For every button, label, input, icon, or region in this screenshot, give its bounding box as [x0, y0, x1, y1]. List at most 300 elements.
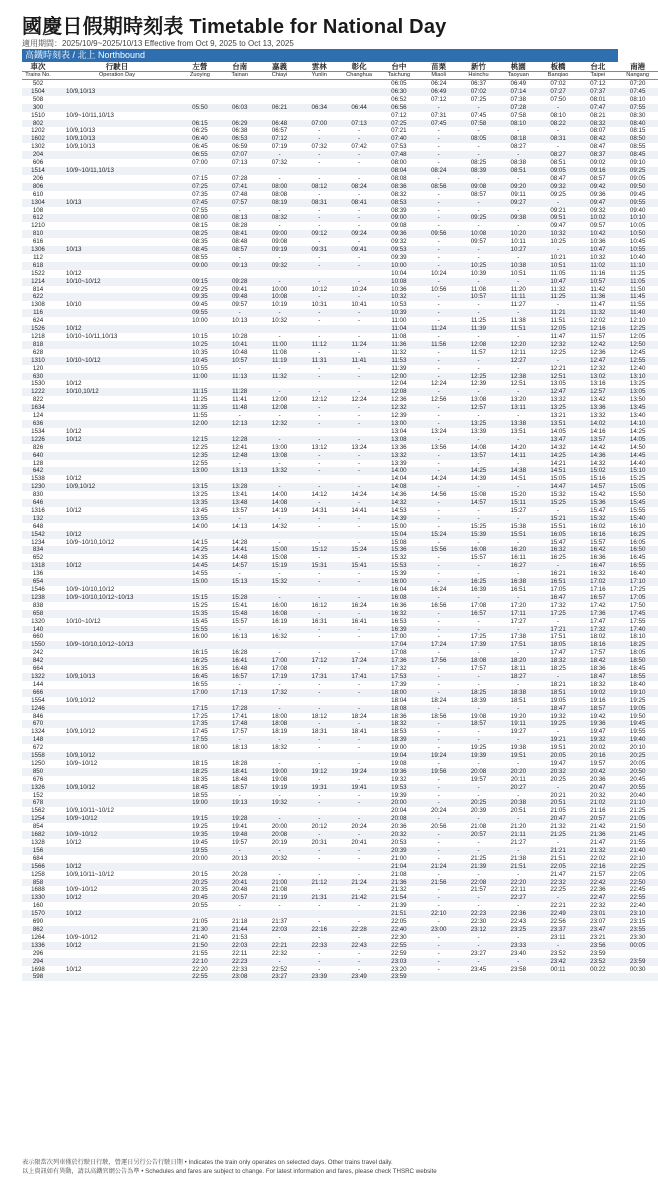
- time-cell: -: [358, 333, 361, 340]
- time-cell: -: [318, 649, 321, 657]
- time-cell: 07:53: [391, 143, 407, 151]
- time-cell: 23:52: [550, 949, 566, 957]
- train-number-cell: 670: [22, 720, 54, 728]
- train-number-cell: 1320: [31, 617, 45, 625]
- time-cell: 12:56: [430, 396, 447, 404]
- operation-day-cell: [54, 151, 180, 159]
- table-row: [22, 784, 658, 792]
- time-cell: 09:21: [550, 206, 566, 214]
- time-cell: -: [538, 104, 578, 112]
- operation-day-cell: [54, 720, 180, 728]
- column-header-zh: 車次: [22, 63, 54, 72]
- operation-day-cell: 10/13: [54, 246, 180, 254]
- time-cell: 21:57: [590, 870, 606, 878]
- table-row: [22, 214, 658, 222]
- time-cell: 15:41: [339, 562, 379, 570]
- train-number-cell: 296: [32, 949, 44, 957]
- time-cell: 12:08: [260, 404, 300, 412]
- time-cell: 08:55: [192, 253, 208, 261]
- operation-day-cell: [54, 254, 180, 262]
- time-cell: -: [419, 626, 459, 634]
- time-cell: 14:36: [391, 491, 407, 499]
- time-cell: -: [220, 515, 260, 523]
- time-cell: -: [477, 127, 480, 135]
- time-cell: -: [339, 135, 379, 143]
- time-cell: 11:24: [339, 341, 379, 349]
- time-cell: 14:55: [192, 570, 208, 578]
- time-cell: -: [517, 933, 520, 941]
- column-header-en: Changhua: [339, 72, 379, 80]
- time-cell: 19:02: [578, 689, 618, 697]
- train-number-cell: 676: [32, 775, 44, 783]
- time-cell: [220, 475, 260, 483]
- time-cell: 15:02: [578, 467, 618, 475]
- time-cell: 11:39: [391, 364, 407, 372]
- time-cell: 07:32: [311, 143, 328, 151]
- time-cell: 18:00: [271, 712, 288, 720]
- time-cell: 08:01: [590, 95, 606, 103]
- time-cell: [538, 973, 578, 981]
- table-row: [22, 863, 658, 871]
- time-cell: -: [437, 744, 440, 752]
- time-cell: -: [477, 933, 480, 941]
- table-row: [22, 238, 658, 246]
- time-cell: [260, 863, 300, 871]
- table-row: [22, 357, 658, 365]
- time-cell: 22:25: [550, 886, 566, 894]
- time-cell: 14:41: [220, 546, 260, 554]
- train-number-cell: 616: [32, 238, 44, 246]
- operation-day-cell: 10/10: [66, 301, 82, 309]
- time-cell: 07:58: [459, 120, 499, 128]
- time-cell: 19:45: [192, 839, 208, 846]
- time-cell: [220, 586, 260, 594]
- time-cell: 10:19: [271, 301, 288, 309]
- time-cell: 17:16: [590, 586, 606, 593]
- time-cell: 18:50: [618, 657, 658, 665]
- train-number-cell: 300: [22, 104, 54, 112]
- table-row: [22, 349, 658, 357]
- time-cell: -: [278, 174, 281, 182]
- time-cell: 21:44: [220, 926, 260, 934]
- time-cell: -: [419, 436, 459, 444]
- time-cell: -: [318, 744, 321, 752]
- time-cell: 10:10: [618, 214, 658, 222]
- operation-day-cell: [54, 705, 180, 713]
- time-cell: -: [358, 222, 361, 230]
- time-cell: -: [358, 633, 361, 641]
- time-cell: 09:05: [538, 167, 578, 175]
- time-cell: 10:45: [629, 238, 646, 246]
- time-cell: 13:32: [590, 412, 606, 420]
- time-cell: -: [459, 388, 499, 396]
- time-cell: 17:57: [470, 665, 487, 673]
- time-cell: 20:45: [180, 894, 220, 902]
- table-row: [22, 278, 658, 286]
- time-cell: 09:36: [590, 190, 606, 198]
- time-cell: [220, 325, 260, 333]
- time-cell: 20:40: [629, 791, 646, 799]
- time-cell: 20:39: [379, 847, 419, 855]
- time-cell: 19:20: [510, 712, 527, 720]
- time-cell: -: [419, 578, 459, 586]
- time-cell: 19:27: [510, 728, 527, 736]
- time-cell: -: [299, 499, 339, 507]
- time-cell: 13:45: [618, 404, 658, 412]
- column-header-zh: 雲林: [299, 63, 339, 72]
- time-cell: -: [459, 784, 499, 792]
- time-cell: 13:28: [220, 483, 260, 491]
- time-cell: 13:41: [231, 491, 248, 499]
- time-cell: 06:30: [379, 88, 419, 96]
- table-row: [22, 333, 658, 341]
- time-cell: 17:51: [498, 641, 538, 649]
- time-cell: 19:24: [339, 768, 379, 776]
- time-cell: 16:10: [629, 522, 646, 530]
- time-cell: 13:05: [550, 380, 566, 388]
- train-number-cell: 1534: [31, 427, 45, 435]
- time-cell: 10:47: [538, 278, 578, 286]
- time-cell: -: [419, 135, 459, 143]
- time-cell: 21:00: [391, 854, 407, 862]
- time-cell: -: [477, 649, 480, 657]
- time-cell: 07:58: [510, 111, 527, 119]
- table-row: [22, 705, 658, 713]
- time-cell: -: [459, 894, 499, 902]
- time-cell: 08:24: [419, 167, 459, 175]
- time-cell: 14:12: [311, 491, 328, 499]
- time-cell: 10:42: [578, 230, 618, 238]
- operation-day-cell: [54, 713, 180, 721]
- train-number-cell: 1316: [31, 506, 45, 514]
- time-cell: 17:25: [538, 610, 578, 618]
- time-cell: -: [339, 815, 379, 823]
- table-row: [22, 594, 658, 602]
- time-cell: -: [358, 775, 361, 783]
- time-cell: 22:40: [629, 902, 646, 910]
- time-cell: 20:10: [629, 744, 646, 752]
- column-header-en: Taipei: [578, 72, 618, 80]
- time-cell: -: [498, 278, 538, 286]
- time-cell: 17:40: [618, 626, 658, 634]
- time-cell: 19:32: [550, 712, 566, 720]
- time-cell: 09:27: [498, 199, 538, 207]
- operation-day-cell: [54, 207, 180, 215]
- time-cell: -: [477, 143, 480, 151]
- time-cell: -: [437, 506, 440, 514]
- time-cell: [339, 428, 379, 436]
- time-cell: [299, 112, 339, 120]
- time-cell: 18:20: [498, 657, 538, 665]
- time-cell: 21:36: [578, 831, 618, 839]
- time-cell: 14:08: [260, 499, 300, 507]
- time-cell: 06:57: [271, 127, 288, 135]
- time-cell: 14:51: [538, 467, 578, 475]
- time-cell: 13:47: [538, 436, 578, 444]
- time-cell: 06:24: [430, 80, 447, 87]
- time-cell: 11:41: [339, 357, 379, 365]
- time-cell: 17:51: [550, 633, 566, 641]
- time-cell: 19:12: [299, 768, 339, 776]
- time-cell: -: [459, 278, 499, 286]
- time-cell: -: [437, 127, 440, 135]
- time-cell: 15:24: [419, 531, 459, 539]
- time-cell: 22:23: [220, 958, 260, 966]
- time-cell: 18:32: [271, 744, 288, 752]
- operation-day-cell: [54, 649, 180, 657]
- time-cell: 07:45: [470, 111, 487, 119]
- time-cell: [339, 475, 379, 483]
- train-number-cell: 1264: [31, 933, 45, 941]
- time-cell: 08:04: [379, 167, 419, 175]
- time-cell: 18:00: [192, 744, 208, 752]
- operation-day-cell: [54, 823, 180, 831]
- time-cell: 19:11: [498, 720, 538, 728]
- time-cell: 18:42: [578, 657, 618, 665]
- time-cell: 15:31: [299, 562, 339, 570]
- time-cell: 15:40: [618, 515, 658, 523]
- time-cell: 10:36: [391, 285, 407, 293]
- time-cell: -: [318, 333, 321, 340]
- time-cell: 12:32: [590, 364, 606, 372]
- time-cell: 13:56: [430, 443, 447, 451]
- table-row: [22, 539, 658, 547]
- time-cell: 22:33: [299, 942, 339, 950]
- operation-day-cell: 10/9,10/11~10/12: [66, 870, 114, 878]
- time-cell: 19:57: [231, 839, 248, 846]
- time-cell: [180, 167, 220, 175]
- time-cell: -: [419, 799, 459, 807]
- time-cell: 21:39: [459, 863, 499, 871]
- time-cell: 07:12: [260, 135, 300, 143]
- time-cell: 13:12: [311, 443, 328, 451]
- time-cell: 10:38: [498, 262, 538, 270]
- time-cell: -: [358, 902, 361, 910]
- operation-day-cell: 10/12: [66, 269, 82, 277]
- time-cell: 06:52: [391, 95, 407, 103]
- time-cell: 15:08: [391, 538, 407, 546]
- time-cell: 12:36: [590, 348, 606, 356]
- time-cell: -: [517, 412, 520, 420]
- time-cell: 14:00: [192, 522, 208, 530]
- time-cell: -: [318, 854, 321, 862]
- time-cell: 18:48: [231, 775, 248, 783]
- time-cell: 14:39: [470, 475, 487, 483]
- operation-day-cell: 10/9,10/13: [54, 673, 180, 681]
- time-cell: 09:19: [260, 246, 300, 254]
- time-cell: 17:19: [260, 673, 300, 681]
- time-cell: 10:47: [578, 246, 618, 254]
- time-cell: 14:05: [618, 436, 658, 444]
- time-cell: 06:49: [510, 80, 527, 87]
- time-cell: 18:10: [629, 633, 646, 641]
- time-cell: 20:05: [629, 759, 646, 767]
- time-cell: 07:45: [180, 199, 220, 207]
- time-cell: -: [358, 190, 361, 198]
- time-cell: 13:24: [351, 443, 367, 451]
- time-cell: -: [339, 736, 379, 744]
- time-cell: 20:00: [271, 823, 288, 831]
- time-cell: 08:27: [510, 143, 527, 151]
- time-cell: 18:04: [391, 696, 407, 704]
- time-cell: 12:39: [470, 380, 487, 388]
- time-cell: -: [419, 594, 459, 602]
- time-cell: 11:57: [470, 348, 486, 356]
- time-cell: -: [477, 728, 480, 736]
- operation-day-cell: 10/12: [54, 531, 180, 539]
- time-cell: 22:47: [578, 894, 618, 902]
- time-cell: [299, 910, 339, 918]
- train-number-cell: 618: [22, 262, 54, 270]
- time-cell: -: [477, 364, 480, 372]
- time-cell: 08:47: [590, 143, 606, 151]
- table-row: [22, 633, 658, 641]
- operation-day-cell: [54, 341, 180, 349]
- table-row: [22, 96, 658, 104]
- time-cell: -: [557, 301, 560, 309]
- time-cell: 17:25: [192, 712, 208, 720]
- time-cell: 16:48: [231, 665, 248, 673]
- time-cell: -: [358, 649, 361, 657]
- time-cell: 19:57: [590, 759, 606, 767]
- operation-day-cell: [54, 293, 180, 301]
- time-cell: 12:41: [231, 443, 248, 451]
- time-cell: 08:39: [459, 167, 499, 175]
- time-cell: 18:47: [578, 673, 618, 681]
- time-cell: 23:00: [419, 926, 459, 934]
- train-number-cell: 116: [22, 309, 54, 317]
- time-cell: [339, 697, 379, 705]
- time-cell: 22:30: [470, 918, 487, 926]
- time-cell: 17:10: [618, 578, 658, 586]
- operation-day-cell: 10/9,10/13: [66, 143, 96, 151]
- train-number-cell: 156: [22, 847, 54, 855]
- time-cell: 18:55: [192, 791, 208, 799]
- time-cell: -: [437, 364, 440, 372]
- time-cell: 16:56: [430, 601, 447, 609]
- time-cell: 20:25: [459, 799, 499, 807]
- time-cell: -: [299, 578, 339, 586]
- time-cell: 15:36: [578, 499, 618, 507]
- time-cell: 07:25: [180, 183, 220, 191]
- time-cell: 13:25: [459, 420, 499, 428]
- time-cell: 08:57: [470, 190, 487, 198]
- time-cell: 17:00: [260, 657, 300, 665]
- time-cell: [299, 531, 339, 539]
- time-cell: 23:27: [470, 949, 487, 957]
- time-cell: 13:57: [231, 506, 248, 514]
- time-cell: [339, 380, 379, 388]
- operation-day-cell: [54, 365, 180, 373]
- table-row: [22, 460, 658, 468]
- table-row: [22, 80, 658, 88]
- time-cell: 16:41: [220, 657, 260, 665]
- time-cell: 09:15: [180, 278, 220, 286]
- table-row: [22, 404, 658, 412]
- time-cell: 20:50: [618, 768, 658, 776]
- time-cell: -: [278, 206, 281, 214]
- time-cell: 13:42: [590, 396, 606, 404]
- time-cell: 18:39: [379, 736, 419, 744]
- time-cell: -: [498, 815, 538, 823]
- effective-period: 適用期間：2025/10/9~2025/10/13 Effective from Oct 9, 2025 to Oct 13, 2025: [22, 39, 294, 48]
- time-cell: 06:37: [470, 80, 487, 87]
- table-row: [22, 578, 658, 586]
- time-cell: 10:24: [351, 285, 367, 293]
- time-cell: 15:57: [590, 538, 606, 546]
- time-cell: 22:30: [391, 933, 407, 941]
- table-row: [22, 681, 658, 689]
- time-cell: [180, 80, 220, 88]
- time-cell: -: [278, 459, 281, 467]
- operation-day-cell: 10/12: [66, 506, 82, 514]
- time-cell: 09:55: [180, 309, 220, 317]
- time-cell: 08:53: [379, 199, 419, 207]
- time-cell: [220, 863, 260, 871]
- train-number-cell: 1306: [22, 246, 54, 254]
- time-cell: -: [437, 253, 440, 261]
- train-number-cell: 1214: [22, 278, 54, 286]
- time-cell: 18:05: [629, 649, 646, 657]
- time-cell: 11:25: [192, 396, 208, 404]
- column-header-en: Taoyuan: [498, 72, 538, 80]
- table-row: [22, 191, 658, 199]
- train-number-cell: 1554: [31, 696, 45, 704]
- table-row: [22, 768, 658, 776]
- time-cell: 08:55: [629, 143, 646, 151]
- time-cell: 11:57: [590, 333, 606, 340]
- time-cell: 08:21: [590, 111, 606, 119]
- time-cell: 17:41: [339, 673, 379, 681]
- time-cell: 19:32: [391, 775, 407, 783]
- time-cell: 09:20: [498, 183, 538, 191]
- time-cell: 13:40: [629, 412, 646, 420]
- time-cell: -: [477, 791, 480, 799]
- time-cell: [578, 973, 618, 981]
- time-cell: 11:00: [260, 341, 300, 349]
- time-cell: 20:47: [538, 815, 578, 823]
- table-row: [22, 341, 658, 349]
- time-cell: 21:25: [470, 854, 487, 862]
- time-cell: -: [299, 799, 339, 807]
- train-number-cell: 684: [32, 854, 44, 862]
- time-cell: 11:08: [391, 333, 407, 340]
- time-cell: [299, 863, 339, 871]
- time-cell: 18:38: [498, 689, 538, 697]
- time-cell: -: [498, 151, 538, 159]
- time-cell: 11:48: [220, 404, 260, 412]
- time-cell: 15:00: [180, 578, 220, 586]
- time-cell: 14:28: [231, 538, 248, 546]
- time-cell: -: [260, 815, 300, 823]
- time-cell: -: [437, 317, 440, 325]
- time-cell: 20:15: [192, 870, 208, 878]
- time-cell: -: [299, 214, 339, 222]
- time-cell: [220, 112, 260, 120]
- time-cell: 10:55: [192, 364, 208, 372]
- time-cell: 12:25: [550, 348, 566, 356]
- time-cell: 18:36: [590, 665, 606, 673]
- time-cell: 08:48: [231, 238, 248, 246]
- train-number-cell: 1202: [31, 127, 45, 135]
- time-cell: 21:04: [379, 863, 419, 871]
- time-cell: [180, 380, 220, 388]
- time-cell: 20:25: [180, 879, 220, 887]
- time-cell: 19:05: [618, 705, 658, 713]
- time-cell: 07:14: [498, 88, 538, 96]
- time-cell: 23:56: [578, 942, 618, 950]
- time-cell: 10:08: [459, 230, 499, 238]
